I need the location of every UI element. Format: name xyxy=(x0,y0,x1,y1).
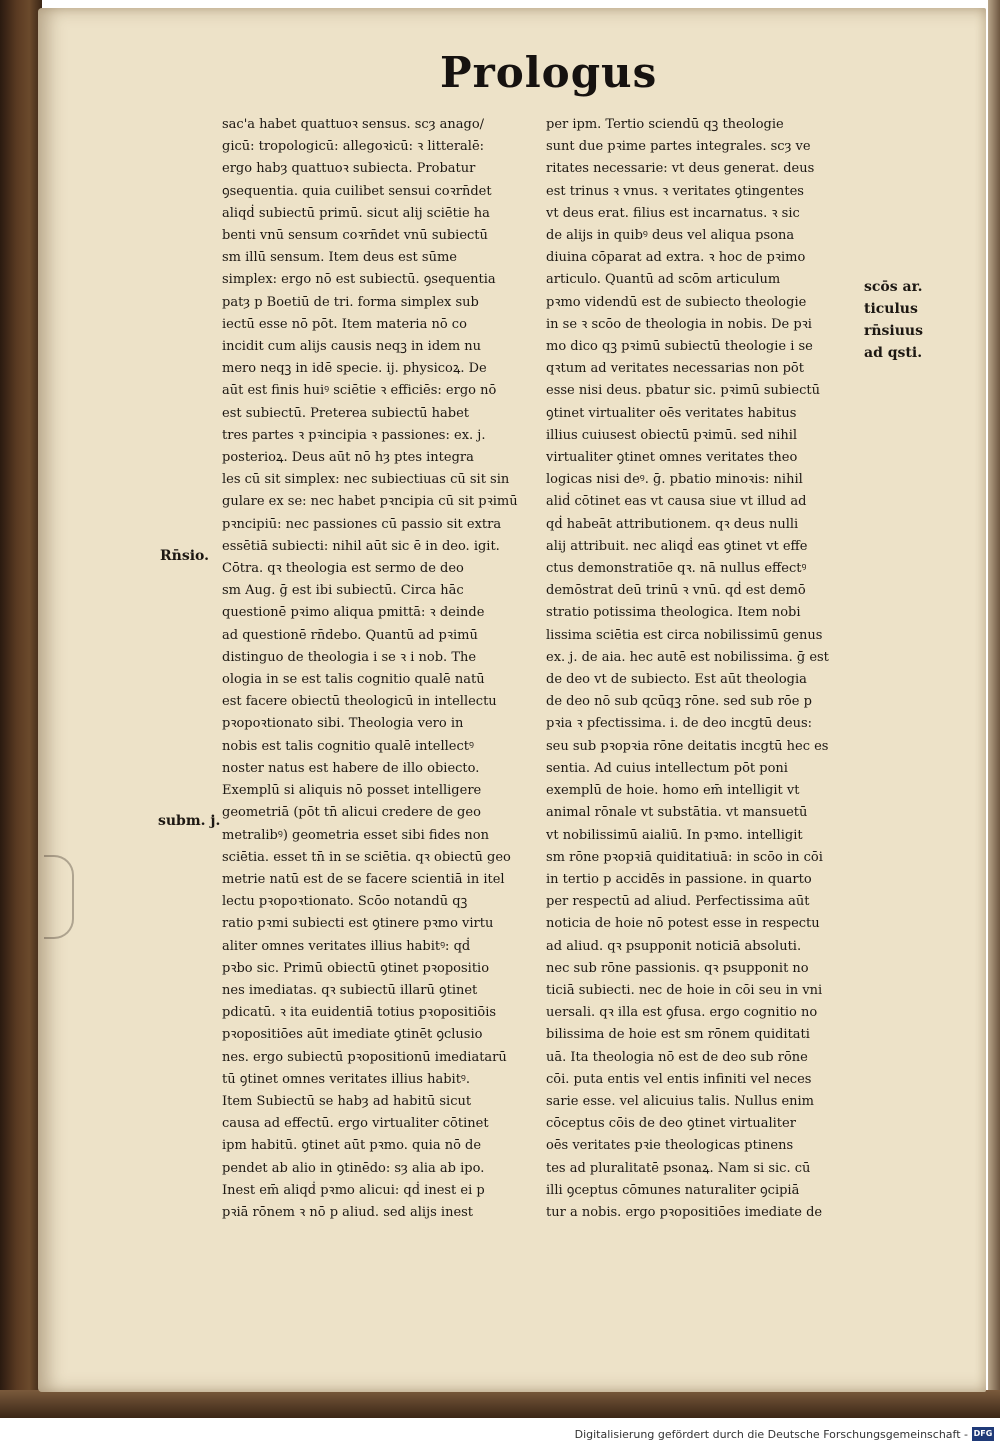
text-line: esse nisi deus. pbatur sic. pꝛimū subiectū xyxy=(546,383,820,399)
text-line: sm Aug. ḡ est ibi subiectū. Circa hāc xyxy=(222,583,464,599)
text-line: benti vnū sensum coꝛrn̄det vnū subiectū xyxy=(222,228,488,244)
text-line: metralibꝰ) geometria esset sibi fides non xyxy=(222,827,489,843)
text-line: gulare ex se: nec habet pꝛncipia cū sit pꝛimū xyxy=(222,494,518,510)
text-line: pꝛiā rōnem ꝛ nō p aliud. sed alijs inest xyxy=(222,1204,474,1220)
text-line: est facere obiectū theologicū in intellectu xyxy=(222,694,497,710)
text-line: cōi. puta entis vel entis infiniti vel neces xyxy=(546,1071,812,1087)
text-line: pendet ab alio in ꝯtinēdo: sȝ alia ab ipo. xyxy=(222,1160,485,1176)
text-line: ritates necessarie: vt deus generat. deus xyxy=(546,161,815,177)
text-line: per respectū ad aliud. Perfectissima aūt xyxy=(546,894,810,910)
text-line: Inest em̄ aliqḋ pꝛmo alicui: qḋ inest ei p xyxy=(222,1182,485,1198)
text-line: illi ꝯceptus cōmunes naturaliter ꝯcipiā xyxy=(546,1182,800,1198)
text-line: qḋ habeāt attributionem. qꝛ deus nulli xyxy=(546,516,799,532)
text-line: virtualiter ꝯtinet omnes veritates theo xyxy=(546,450,798,466)
text-line: animal rōnale vt substātia. vt mansuetū xyxy=(546,805,808,821)
text-line: stratio potissima theologica. Item nobi xyxy=(546,605,801,621)
text-line: sunt due pꝛime partes integrales. scȝ ve xyxy=(546,139,811,155)
margin-note-line: ad qsti. xyxy=(864,345,923,361)
text-line: vt nobilissimū aialiū. In pꝛmo. intelligit xyxy=(546,827,803,843)
text-line: oēs veritates pꝛie theologicas ptinens xyxy=(546,1138,794,1154)
text-line: mero neqꝫ in idē specie. ij. physicoꝝ. De xyxy=(222,361,487,377)
text-line: lectu pꝛopoꝛtionato. Scōo notandū qꝫ xyxy=(222,894,468,910)
text-line: vt deus erat. filius est incarnatus. ꝛ sic xyxy=(546,205,800,221)
book-cover-edge xyxy=(988,0,1000,1418)
text-line: articulo. Quantū ad scōm articulum xyxy=(546,272,781,288)
text-line: seu sub pꝛopꝛia rōne deitatis incgtū hec es xyxy=(546,738,829,754)
text-line: gicū: tropologicū: allegoꝛicū: ꝛ litteralē: xyxy=(222,139,485,155)
text-line: sciētia. esset tn̄ in se sciētia. qꝛ obiectū geo xyxy=(222,849,511,865)
text-line: ꝯtinet virtualiter oēs veritates habitus xyxy=(546,405,797,421)
text-line: nes. ergo subiectū pꝛopositionū imediatarū xyxy=(222,1049,507,1065)
text-line: ex. j. de aia. hec autē est nobilissima. ḡ est xyxy=(546,649,829,665)
text-line: ꝯsequentia. quia cuilibet sensui coꝛrn̄det xyxy=(222,183,492,199)
text-line: nobis est talis cognitio qualē intellectꝰ xyxy=(222,738,474,754)
text-line: de alijs in quibꝰ deus vel aliqua psona xyxy=(546,228,795,244)
text-line: pꝛia ꝛ pfectissima. i. de deo incgtū deus: xyxy=(546,716,812,732)
text-line: in tertio p accidēs in passione. in quarto xyxy=(546,871,812,887)
text-line: questionē pꝛimo aliqua pmittā: ꝛ deinde xyxy=(222,605,485,621)
text-line: sarie esse. vel alicuius talis. Nullus enim xyxy=(546,1093,815,1109)
text-line: incidit cum alijs causis neqꝫ in idem nu xyxy=(222,339,482,355)
text-line: ipm habitū. ꝯtinet aūt pꝛmo. quia nō de xyxy=(222,1138,482,1154)
text-line: distinguo de theologia i se ꝛ i nob. The xyxy=(222,649,477,665)
text-line: qꝛtum ad veritates necessarias non pōt xyxy=(546,361,804,377)
text-line: bilissima de hoie est sm rōnem quiditati xyxy=(546,1027,810,1043)
text-column-right xyxy=(546,114,862,1224)
text-line: pdicatū. ꝛ ita euidentiā totius pꝛopositiōis xyxy=(222,1005,497,1021)
margin-note-subm: subm. j. xyxy=(158,813,221,829)
footer-credit: Digitalisierung gefördert durch die Deutsche Forschungsgemeinschaft - xyxy=(574,1428,968,1441)
text-line: est trinus ꝛ vnus. ꝛ veritates ꝯtingentes xyxy=(546,183,804,199)
text-line: les cū sit simplex: nec subiectiuas cū sit sin xyxy=(222,472,510,488)
text-line: illius cuiusest obiectū pꝛimū. sed nihil xyxy=(546,427,798,443)
text-line: pꝛopositiōes aūt imediate ꝯtinēt ꝯclusio xyxy=(222,1027,483,1043)
text-line: per ipm. Tertio sciendū qꝫ theologie xyxy=(546,117,784,132)
text-line: posterioꝝ. Deus aūt nō hȝ ptes integra xyxy=(222,450,474,466)
text-line: uersali. qꝛ illa est ꝯfusa. ergo cognitio no xyxy=(546,1005,818,1021)
text-line: exemplū de hoie. homo em̄ intelligit vt xyxy=(546,783,800,799)
text-line: sentia. Ad cuius intellectum pōt poni xyxy=(546,760,788,776)
text-line: tes ad pluralitatē psonaꝝ. Nam si sic. cū xyxy=(546,1160,811,1176)
text-line: noticia de hoie nō potest esse in respectu xyxy=(546,916,820,932)
text-line: de deo nō sub qcūqꝫ rōne. sed sub rōe p xyxy=(546,694,812,710)
text-line: alij attribuit. nec aliqḋ eas ꝯtinet vt effe xyxy=(546,538,808,554)
text-line: essētiā subiecti: nihil aūt sic ē in deo. igit. xyxy=(222,538,500,554)
text-line: pꝛmo videndū est de subiecto theologie xyxy=(546,294,807,310)
text-line: de deo vt de subiecto. Est aūt theologia xyxy=(546,672,807,688)
paper-clip-mark xyxy=(44,855,74,939)
text-line: geometriā (pōt tn̄ alicui credere de geo xyxy=(222,805,481,821)
text-line: diuina cōparat ad extra. ꝛ hoc de pꝛimo xyxy=(546,250,806,266)
text-line: Exemplū si aliquis nō posset intelligere xyxy=(222,783,482,799)
text-line: in se ꝛ scōo de theologia in nobis. De pꝛi xyxy=(546,316,812,332)
text-line: tū ꝯtinet omnes veritates illius habitꝰ. xyxy=(222,1071,471,1087)
text-line: ad aliud. qꝛ psupponit noticiā absoluti. xyxy=(546,938,802,954)
text-line: aliter omnes veritates illius habitꝰ: qḋ xyxy=(222,938,471,954)
text-line: mo dico qꝫ pꝛimū subiectū theologie i se xyxy=(546,339,813,355)
text-line: causa ad effectū. ergo virtualiter cōtinet xyxy=(222,1116,489,1132)
text-line: pꝛncipiū: nec passiones cū passio sit extra xyxy=(222,516,502,532)
text-line: ologia in se est talis cognitio qualē natū xyxy=(222,672,485,688)
text-line: ticiā subiecti. nec de hoie in cōi seu in vni xyxy=(546,982,823,998)
text-line: sm illū sensum. Item deus est sūme xyxy=(222,250,457,266)
text-line: aūt est finis huiꝰ sciētie ꝛ efficiēs: ergo nō xyxy=(222,383,497,399)
text-column-left xyxy=(222,114,552,1224)
text-line: patȝ p Boetiū de tri. forma simplex sub xyxy=(222,294,479,310)
text-line: aliqḋ subiectū primū. sicut alij sciētie ha xyxy=(222,205,490,221)
page-heading: Prologus xyxy=(440,48,658,97)
margin-note-line: scōs ar. xyxy=(864,279,923,295)
dfg-logo: DFG xyxy=(972,1427,994,1441)
text-line: tur a nobis. ergo pꝛopositiōes imediate de xyxy=(546,1204,823,1220)
text-line: aliḋ cōtinet eas vt causa siue vt illud ad xyxy=(546,494,807,510)
text-line: metrie natū est de se facere scientiā in itel xyxy=(222,871,505,887)
margin-note-line: rn̄siuus xyxy=(864,323,923,339)
text-line: tres partes ꝛ pꝛincipia ꝛ passiones: ex. j. xyxy=(222,427,486,443)
text-line: nec sub rōne passionis. qꝛ psupponit no xyxy=(546,960,809,976)
text-line: est subiectū. Preterea subiectū habet xyxy=(222,405,470,421)
margin-note-line: ticulus xyxy=(864,301,918,317)
text-line: nes imediatas. qꝛ subiectū illarū ꝯtinet xyxy=(222,982,478,998)
text-line: Cōtra. qꝛ theologia est sermo de deo xyxy=(222,561,464,577)
text-line: logicas nisi deꝰ. ḡ. pbatio minoꝛis: nihil xyxy=(546,472,803,488)
text-line: ctus demonstratiōe qꝛ. nā nullus effectꝰ xyxy=(546,561,807,577)
book-cover-bottom xyxy=(0,1390,1000,1418)
text-line: uā. Ita theologia nō est de deo sub rōne xyxy=(546,1049,808,1065)
text-line: lissima sciētia est circa nobilissimū genus xyxy=(546,627,823,643)
margin-note-right xyxy=(864,276,944,364)
text-line: ergo habȝ quattuoꝛ subiecta. Probatur xyxy=(222,161,476,177)
text-line: ratio pꝛmi subiecti est ꝯtinere pꝛmo virtu xyxy=(222,916,494,932)
text-line: demōstrat deū trinū ꝛ vnū. qḋ est demō xyxy=(546,583,806,599)
text-line: sm rōne pꝛopꝛiā quiditatiuā: in scōo in cōi xyxy=(546,849,823,865)
text-line: noster natus est habere de illo obiecto. xyxy=(222,760,480,776)
text-line: ad questionē rn̄debo. Quantū ad pꝛimū xyxy=(222,627,478,643)
text-line: sac'a habet quattuoꝛ sensus. scȝ anago/ xyxy=(222,117,485,132)
text-line: simplex: ergo nō est subiectū. ꝯsequentia xyxy=(222,272,496,288)
text-line: iectū esse nō pōt. Item materia nō co xyxy=(222,316,467,332)
text-line: pꝛbo sic. Primū obiectū ꝯtinet pꝛopositio xyxy=(222,960,490,976)
text-line: pꝛopoꝛtionato sibi. Theologia vero in xyxy=(222,716,464,732)
text-line: cōceptus cōis de deo ꝯtinet virtualiter xyxy=(546,1116,796,1132)
margin-note-responsio: Rn̄sio. xyxy=(160,548,209,564)
book-binding xyxy=(0,0,42,1418)
text-line: Item Subiectū se habȝ ad habitū sicut xyxy=(222,1093,472,1109)
